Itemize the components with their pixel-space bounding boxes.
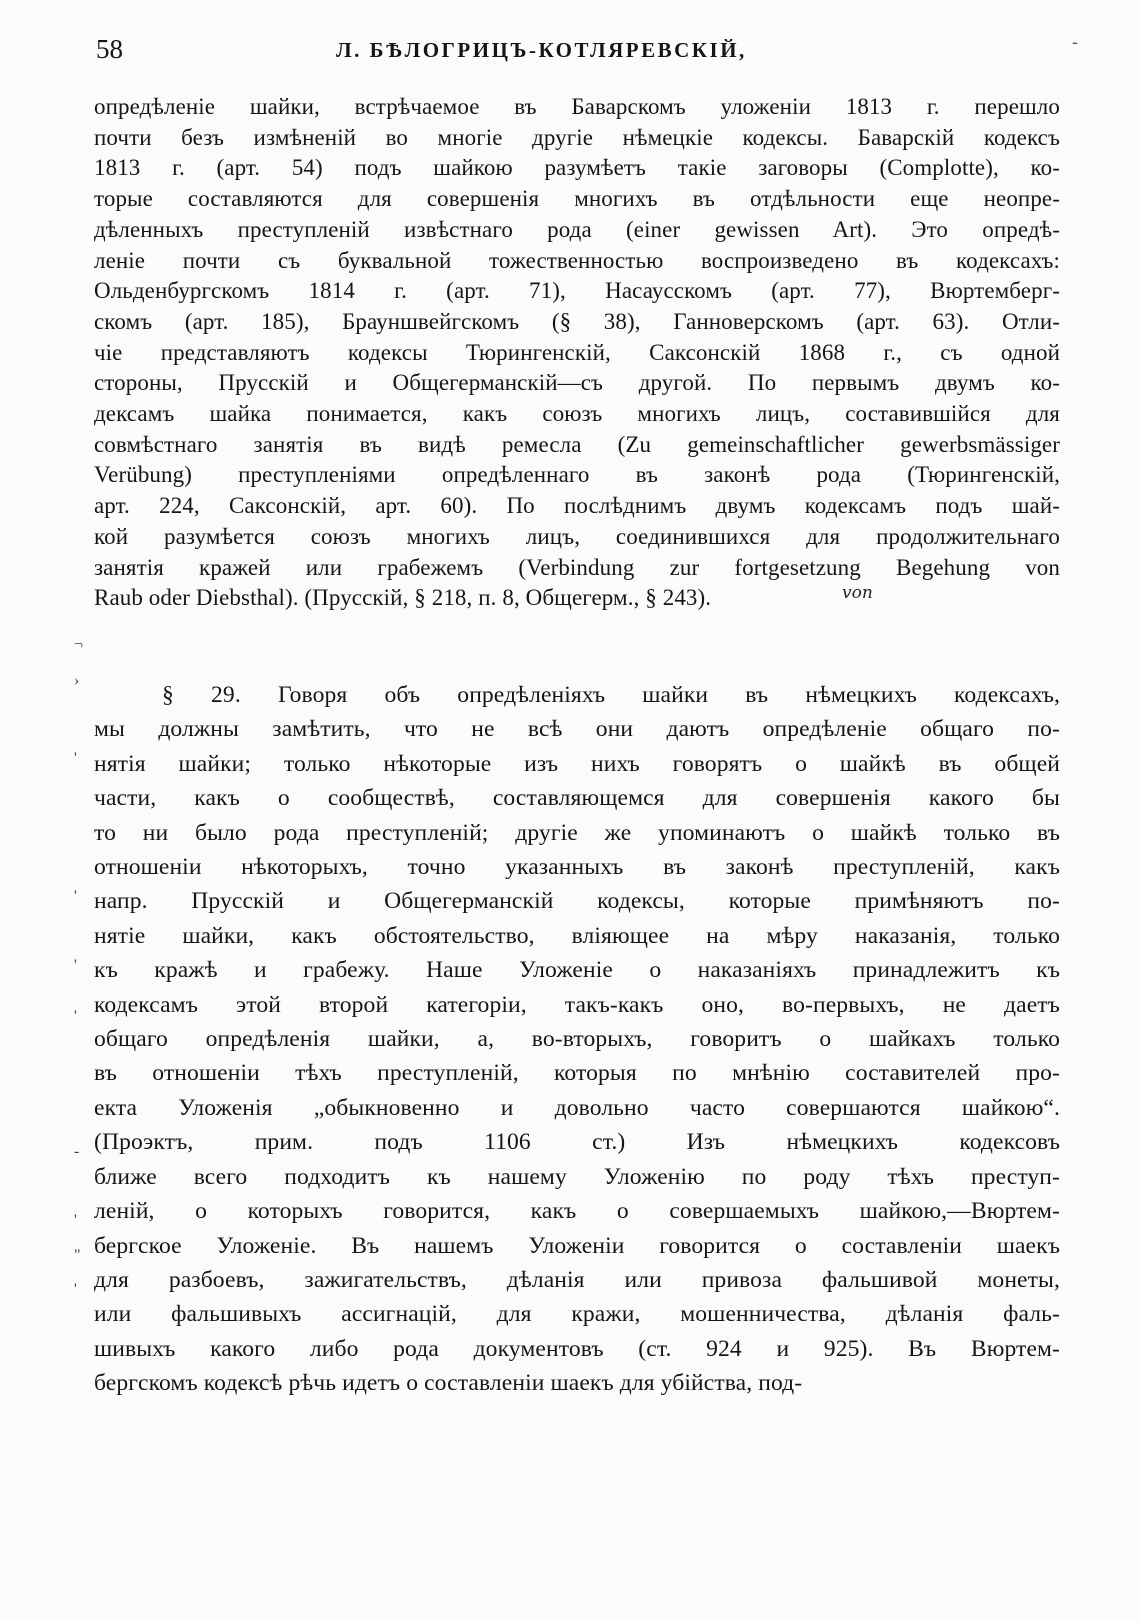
text-line: торые составляются для совершенія многихъ въ отдѣльности еще неопре- [94, 186, 1060, 212]
text-line: для разбоевъ, зажигательствъ, дѣланія или привоза фальшивой монеты, [94, 1266, 1060, 1293]
text-line: стороны, Прусскій и Общегерманскій—съ другой. По первымъ двумъ ко- [94, 370, 1060, 396]
text-line: совмѣстнаго занятія въ видѣ ремесла (Zu gemeinschaftlicher gewerbsmässiger [94, 431, 1060, 457]
text-line: кодексамъ этой второй категоріи, такъ-какъ оно, во-первыхъ, не даетъ [94, 991, 1060, 1018]
text-line: леніе почти съ буквальной тожественностью воспроизведено въ кодексахъ: [94, 247, 1060, 273]
text-line: нятіе шайки, какъ обстоятельство, вліяющее на мѣру наказанія, только [94, 922, 1060, 949]
text-line: арт. 224, Саксонскій, арт. 60). По послѣднимъ двумъ кодексамъ подъ шай- [94, 493, 1060, 519]
text-line: бергскомъ кодексѣ рѣчь идетъ о составленіи шаекъ для убійства, под- [94, 1370, 803, 1397]
text-line: опредѣленіе шайки, встрѣчаемое въ Баварскомъ уложеніи 1813 г. перешло [94, 94, 1060, 119]
margin-mark: ' [74, 1281, 77, 1298]
text-line: нятія шайки; только нѣкоторые изъ нихъ говорятъ о шайкѣ въ общей [94, 750, 1060, 777]
text-line: въ отношеніи тѣхъ преступленій, которыя по мнѣнію составителей про- [94, 1060, 1060, 1087]
text-line: почти безъ измѣненій во многіе другіе нѣмецкіе кодексы. Баварскій кодексъ [94, 124, 1060, 150]
text-line: Raub oder Diebsthal). (Прусскій, § 218, п. 8, Общегерм., § 243). [94, 585, 712, 611]
text-line: напр. Прусскій и Общегерманскій кодексы, которые примѣняютъ по- [94, 888, 1060, 915]
margin-mark: › [74, 672, 80, 689]
text-line: леній, о которыхъ говорится, какъ о совершаемыхъ шайкою,—Вюртем- [94, 1198, 1060, 1225]
margin-mark: ' [74, 888, 77, 905]
text-line: отношеніи нѣкоторыхъ, точно указанныхъ въ законѣ преступленій, какъ [94, 854, 1060, 881]
text-line: кой разумѣется союзъ многихъ лицъ, соединившихся для продолжительнаго [94, 523, 1060, 549]
text-line: или фальшивыхъ ассигнацій, для кражи, мошенничества, дѣланія фаль- [94, 1301, 1060, 1328]
text-line: бергское Уложеніе. Въ нашемъ Уложеніи говорится о составленіи шаекъ [94, 1232, 1060, 1259]
text-line: дексамъ шайка понимается, какъ союзъ многихъ лицъ, составившійся для [94, 401, 1060, 427]
page-header [96, 32, 1078, 74]
text-line: екта Уложенія „обыкновенно и довольно часто совершаются шайкою“. [94, 1094, 1060, 1121]
text-line: мы должны замѣтить, что не всѣ они даютъ опредѣленіе общаго по- [94, 716, 1060, 743]
margin-mark: ' [74, 1212, 77, 1229]
text-line: 1813 г. (арт. 54) подъ шайкою разумѣетъ такіе заговоры (Complotte), ко- [94, 155, 1060, 181]
corner-mark: - [1071, 32, 1078, 53]
paragraph-section-29 [94, 678, 1060, 1401]
running-head: Л. БѢЛОГРИЦЪ-КОТЛЯРЕВСКІЙ, [336, 38, 747, 62]
page-number: 58 [96, 34, 123, 64]
text-line: скомъ (арт. 185), Брауншвейгскомъ (§ 38), Ганноверскомъ (арт. 63). Отли- [94, 308, 1060, 334]
text-line: чіе представляютъ кодексы Тюрингенскій, Саксонскій 1868 г., съ одной [94, 339, 1060, 365]
margin-mark: " [74, 1247, 81, 1264]
paragraph-continued [94, 92, 1060, 614]
margin-mark: ¬ [74, 636, 84, 653]
handwritten-note: von [842, 583, 873, 603]
text-line: то ни было рода преступленій; другіе же упоминаютъ о шайкѣ только въ [94, 819, 1060, 846]
text-line: Ольденбургскомъ 1814 г. (арт. 71), Насаусскомъ (арт. 77), Вюртемберг- [94, 278, 1060, 304]
margin-mark: ' [74, 1008, 77, 1025]
text-line: (Проэктъ, прим. подъ 1106 ст.) Изъ нѣмецкихъ кодексовъ [94, 1129, 1060, 1156]
text-line: ближе всего подходитъ къ нашему Уложенію по роду тѣхъ преступ- [94, 1163, 1060, 1190]
margin-mark: ' [74, 750, 77, 767]
text-line: къ кражѣ и грабежу. Наше Уложеніе о наказаніяхъ принадлежитъ къ [94, 957, 1060, 984]
text-line: § 29. Говоря объ опредѣленіяхъ шайки въ нѣмецкихъ кодексахъ, [162, 682, 1060, 708]
text-line: дѣленныхъ преступленій извѣстнаго рода (einer gewissen Art). Это опредѣ- [94, 216, 1060, 242]
text-line: общаго опредѣленія шайки, а, во-вторыхъ, говоритъ о шайкахъ только [94, 1026, 1060, 1053]
text-line: Verübung) преступленіями опредѣленнаго въ законѣ рода (Тюрингенскій, [94, 462, 1060, 488]
text-line: занятія кражей или грабежемъ (Verbindung zur fortgesetzung Begehung von [94, 554, 1060, 580]
margin-mark: ' [74, 957, 77, 974]
text-line: шивыхъ какого либо рода документовъ (ст. 924 и 925). Въ Вюртем- [94, 1335, 1060, 1362]
margin-mark: - [74, 1143, 80, 1160]
text-line: части, какъ о сообществѣ, составляющемся для совершенія какого бы [94, 785, 1060, 812]
